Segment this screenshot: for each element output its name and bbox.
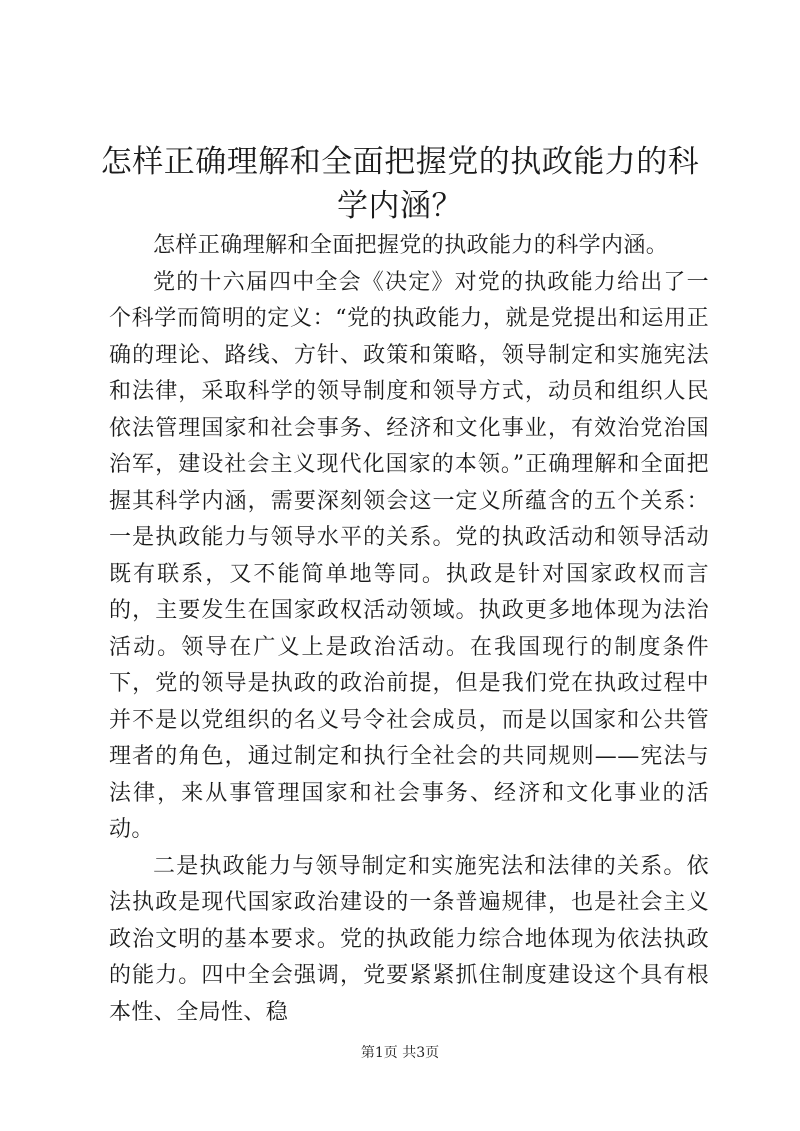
page-footer (0, 1043, 800, 1063)
document-body (109, 228, 709, 1031)
page-indicator: 第1页 共3页 (360, 1045, 440, 1061)
paragraph-definition: 党的十六届四中全会《决定》对党的执政能力给出了一个科学而简明的定义：“党的执政能力，就是党提出和运用正确的理论、路线、方针、政策和策略，领导制定和实施宪法和法律，采取科学的领导制度和领导方式，动员和组织人民依法管理国家和社会事务、经济和文化事业，有效治党治国治军，建设社会主义现代化国家的本领。”正确理解和全面把握其科学内涵，需要深刻领会这一定义所蕴含的五个关系：一是执政能力与领导水平的关系。党的执政活动和领导活动既有联系，又不能简单地等同。执政是针对国家政权而言的，主要发生在国家政权活动领域。执政更多地体现为法治活动。领导在广义上是政治活动。在我国现行的制度条件下，党的领导是执政的政治前提，但是我们党在执政过程中并不是以党组织的名义号令社会成员，而是以国家和公共管理者的角色，通过制定和执行全社会的共同规则——宪法与法律，来从事管理国家和社会事务、经济和文化事业的活动。 (109, 269, 709, 842)
paragraph-second-relation: 二是执政能力与领导制定和实施宪法和法律的关系。依法执政是现代国家政治建设的一条普遍规律，也是社会主义政治文明的基本要求。党的执政能力综合地体现为依法执政的能力。四中全会强调，党要紧紧抓住制度建设这个具有根本性、全局性、稳 (109, 853, 709, 1025)
paragraph-intro: 怎样正确理解和全面把握党的执政能力的科学内涵。 (153, 233, 669, 258)
document-title: 怎样正确理解和全面把握党的执政能力的科学内涵？ (100, 144, 700, 224)
